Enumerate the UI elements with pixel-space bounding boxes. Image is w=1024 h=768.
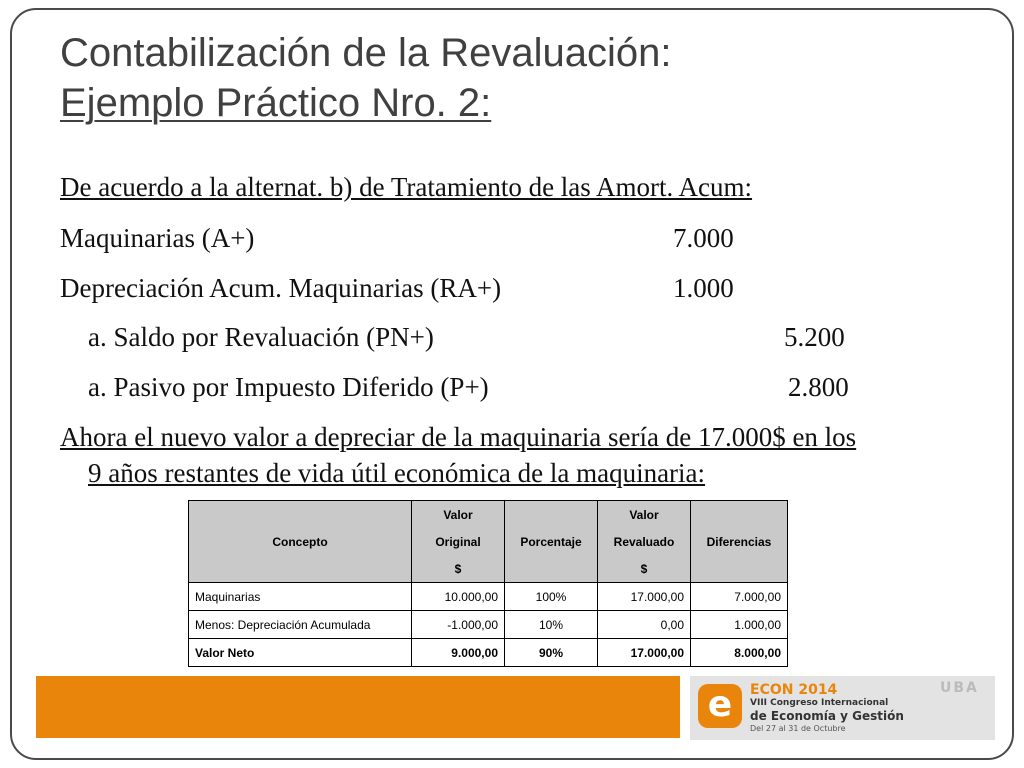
revaluation-table (188, 500, 788, 667)
header-valor-revaluado-3: $ (598, 555, 691, 583)
paragraph-line-2: 9 años restantes de vida útil económica de la maquinaria: (88, 458, 706, 488)
cell-concepto: Valor Neto (189, 639, 412, 667)
header-valor-revaluado-2: Revaluado (598, 528, 691, 555)
header-valor-original-1: Valor (412, 501, 505, 529)
intro-text: De acuerdo a la alternat. b) de Tratamiento de las Amort. Acum: (60, 172, 753, 202)
logo-e-icon: e (698, 684, 742, 728)
table-row (189, 611, 788, 639)
table-header-row (189, 501, 788, 529)
logo-name: de Economía y Gestión (750, 709, 904, 723)
cell-revaluado: 17.000,00 (598, 639, 691, 667)
cell-original: -1.000,00 (412, 611, 505, 639)
header-porcentaje: Porcentaje (505, 501, 598, 583)
table-row (189, 583, 788, 611)
title-line-1: Contabilización de la Revaluación: (60, 31, 672, 75)
entry-saldo-value: 5.200 (784, 322, 845, 352)
header-valor-original-3: $ (412, 555, 505, 583)
title-line-2: Ejemplo Práctico Nro. 2: (60, 81, 492, 125)
logo-uba: UBA (940, 680, 979, 696)
entry-pasivo-value: 2.800 (788, 372, 849, 402)
footer-orange-bar (36, 676, 680, 738)
logo-subtitle: VIII Congreso Internacional (750, 698, 889, 708)
cell-porcentaje: 100% (505, 583, 598, 611)
slide-title (60, 28, 671, 128)
cell-concepto: Menos: Depreciación Acumulada (189, 611, 412, 639)
cell-porcentaje: 90% (505, 639, 598, 667)
entry-saldo-label: a. Saldo por Revaluación (PN+) (88, 322, 434, 352)
header-concepto: Concepto (189, 501, 412, 583)
cell-revaluado: 0,00 (598, 611, 691, 639)
cell-diferencias: 7.000,00 (691, 583, 788, 611)
logo-title: ECON 2014 (750, 682, 838, 698)
cell-porcentaje: 10% (505, 611, 598, 639)
table-row-total (189, 639, 788, 667)
entry-pasivo-label: a. Pasivo por Impuesto Diferido (P+) (88, 372, 489, 402)
header-valor-original-2: Original (412, 528, 505, 555)
paragraph-line-1: Ahora el nuevo valor a depreciar de la maquinaria sería de 17.000$ en los (60, 422, 857, 452)
entry-depreciacion-value: 1.000 (673, 273, 734, 303)
cell-revaluado: 17.000,00 (598, 583, 691, 611)
header-diferencias: Diferencias (691, 501, 788, 583)
cell-concepto: Maquinarias (189, 583, 412, 611)
cell-diferencias: 1.000,00 (691, 611, 788, 639)
entry-maquinarias-label: Maquinarias (A+) (60, 223, 255, 253)
entry-depreciacion-label: Depreciación Acum. Maquinarias (RA+) (60, 273, 502, 303)
econ-logo (690, 676, 995, 740)
header-valor-revaluado-1: Valor (598, 501, 691, 529)
entry-maquinarias-value: 7.000 (673, 223, 734, 253)
cell-original: 10.000,00 (412, 583, 505, 611)
cell-original: 9.000,00 (412, 639, 505, 667)
cell-diferencias: 8.000,00 (691, 639, 788, 667)
logo-dates: Del 27 al 31 de Octubre (750, 724, 846, 733)
